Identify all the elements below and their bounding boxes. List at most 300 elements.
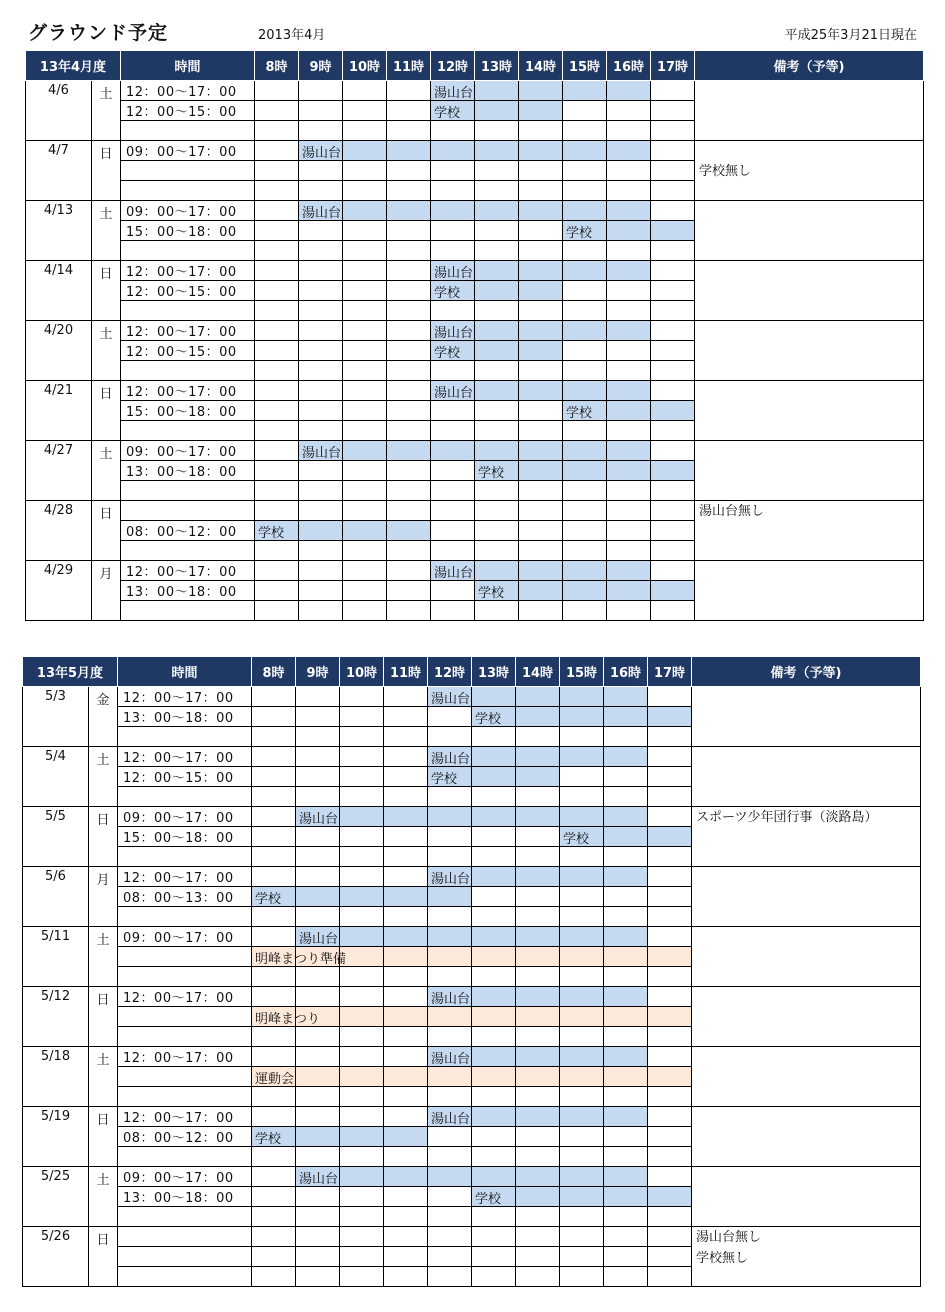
hour-slot-cell [340,867,384,887]
hour-slot-cell [516,1127,560,1147]
hour-slot-cell [519,381,563,401]
hour-slot-cell [343,141,387,161]
hour-slot-cell [299,501,343,521]
hour-header: 14時 [516,657,560,687]
time-range-cell: 09：00～17：00 [118,807,252,827]
hour-slot-cell [519,461,563,481]
hour-slot-cell [472,707,516,727]
hour-slot-cell [252,787,296,807]
hour-slot-cell [384,1047,428,1067]
remark-cell [692,807,921,867]
hour-slot-cell [651,161,695,181]
hour-slot-cell [387,581,431,601]
hour-slot-cell [472,1167,516,1187]
time-range-cell: 12：00～15：00 [121,341,255,361]
hour-slot-cell [255,381,299,401]
hour-slot-cell [255,81,299,101]
hour-slot-cell [340,1147,384,1167]
hour-slot-cell [607,221,651,241]
hour-slot-cell [560,747,604,767]
hour-slot-cell [475,541,519,561]
hour-slot-cell [519,361,563,381]
hour-slot-cell [516,1207,560,1227]
hour-slot-cell [607,141,651,161]
hour-slot-cell [604,787,648,807]
hour-slot-cell [563,121,607,141]
hour-slot-cell [560,827,604,847]
hour-slot-cell [472,1067,516,1087]
time-range-cell [118,967,252,987]
hour-slot-cell [648,1147,692,1167]
hour-slot-cell [651,241,695,261]
hour-slot-cell [255,341,299,361]
booking-label: 湯山台 [302,146,342,161]
hour-slot-cell [431,261,475,281]
hour-slot-cell [472,1047,516,1067]
hour-slot-cell [296,1187,340,1207]
hour-header: 10時 [343,51,387,81]
hour-slot-cell [607,521,651,541]
hour-slot-cell [343,261,387,281]
weekday-cell: 日 [89,987,118,1047]
hour-slot-cell [343,601,387,621]
hour-slot-cell [519,581,563,601]
hour-slot-cell [472,727,516,747]
booking-label: 学校 [566,226,593,241]
hour-slot-cell [387,281,431,301]
hour-slot-cell [431,101,475,121]
hour-slot-cell [384,887,428,907]
hour-slot-cell [651,421,695,441]
hour-slot-cell [560,727,604,747]
booking-label: 湯山台 [434,566,474,581]
hour-slot-cell [340,1067,384,1087]
remark-cell [695,261,924,321]
weekday-cell: 土 [92,81,121,141]
hour-slot-cell [563,221,607,241]
hour-slot-cell [252,727,296,747]
hour-slot-cell [299,101,343,121]
hour-slot-cell [604,1067,648,1087]
hour-slot-cell [340,1107,384,1127]
hour-slot-cell [384,867,428,887]
hour-slot-cell [560,927,604,947]
hour-slot-cell [384,1227,428,1247]
weekday-cell: 土 [89,1047,118,1107]
hour-slot-cell [648,1107,692,1127]
booking-label: 明峰まつり [255,1012,321,1027]
hour-slot-cell [607,241,651,261]
hour-slot-cell [607,501,651,521]
schedule-row [23,927,921,947]
hour-header: 8時 [255,51,299,81]
hour-slot-cell [604,707,648,727]
hour-slot-cell [560,707,604,727]
hour-slot-cell [384,1247,428,1267]
hour-slot-cell [560,767,604,787]
hour-slot-cell [299,301,343,321]
hour-slot-cell [387,301,431,321]
time-range-cell [118,787,252,807]
hour-slot-cell [252,867,296,887]
time-range-cell [121,161,255,181]
hour-slot-cell [648,707,692,727]
hour-slot-cell [431,121,475,141]
hour-slot-cell [519,501,563,521]
hour-slot-cell [384,1067,428,1087]
hour-header: 10時 [340,657,384,687]
hour-slot-cell [648,1087,692,1107]
hour-slot-cell [651,81,695,101]
hour-slot-cell [299,441,343,461]
table-header-row [26,51,924,81]
time-range-cell: 13：00～18：00 [118,1187,252,1207]
hour-slot-cell [340,1087,384,1107]
hour-slot-cell [648,767,692,787]
hour-slot-cell [516,867,560,887]
hour-slot-cell [384,827,428,847]
hour-slot-cell [252,747,296,767]
hour-slot-cell [299,161,343,181]
hour-slot-cell [516,1227,560,1247]
hour-slot-cell [651,581,695,601]
hour-slot-cell [252,1127,296,1147]
hour-slot-cell [519,181,563,201]
time-range-cell: 12：00～17：00 [118,687,252,707]
hour-slot-cell [387,101,431,121]
hour-slot-cell [428,1067,472,1087]
time-range-cell: 12：00～17：00 [121,321,255,341]
hour-slot-cell [563,561,607,581]
hour-slot-cell [475,241,519,261]
hour-slot-cell [428,707,472,727]
hour-slot-cell [428,1127,472,1147]
hour-slot-cell [472,1207,516,1227]
hour-slot-cell [255,321,299,341]
remark-text: スポーツ少年団行事（淡路島） [696,810,878,825]
time-range-cell: 09：00～17：00 [118,927,252,947]
schedule-row [23,687,921,707]
hour-slot-cell [475,201,519,221]
hour-slot-cell [519,441,563,461]
hour-header: 11時 [387,51,431,81]
hour-slot-cell [384,1107,428,1127]
hour-slot-cell [255,521,299,541]
hour-slot-cell [472,1267,516,1287]
hour-slot-cell [560,887,604,907]
schedule-row [23,747,921,767]
hour-slot-cell [252,1047,296,1067]
hour-slot-cell [431,601,475,621]
hour-slot-cell [607,361,651,381]
hour-slot-cell [431,241,475,261]
hour-slot-cell [560,1127,604,1147]
remark-text: 学校無し [699,164,752,179]
hour-slot-cell [252,967,296,987]
hour-slot-cell [255,501,299,521]
hour-slot-cell [472,1087,516,1107]
hour-slot-cell [472,867,516,887]
hour-slot-cell [340,807,384,827]
hour-slot-cell [296,787,340,807]
hour-slot-cell [604,1047,648,1067]
hour-slot-cell [296,1107,340,1127]
hour-slot-cell [604,1107,648,1127]
hour-slot-cell [651,401,695,421]
hour-slot-cell [387,441,431,461]
hour-slot-cell [648,867,692,887]
date-cell: 4/21 [26,381,92,441]
hour-slot-cell [431,161,475,181]
hour-slot-cell [296,907,340,927]
weekday-cell: 月 [89,867,118,927]
hour-slot-cell [648,1267,692,1287]
hour-slot-cell [296,967,340,987]
hour-slot-cell [560,1187,604,1207]
hour-slot-cell [428,947,472,967]
hour-slot-cell [651,101,695,121]
hour-slot-cell [607,201,651,221]
hour-slot-cell [384,1267,428,1287]
hour-slot-cell [604,827,648,847]
hour-slot-cell [299,401,343,421]
hour-header: 17時 [648,657,692,687]
hour-slot-cell [648,907,692,927]
hour-slot-cell [299,581,343,601]
hour-slot-cell [296,867,340,887]
hour-slot-cell [428,927,472,947]
hour-slot-cell [387,601,431,621]
hour-slot-cell [387,321,431,341]
hour-slot-cell [604,967,648,987]
hour-slot-cell [431,301,475,321]
date-cell: 5/12 [23,987,89,1047]
time-range-cell: 12：00～17：00 [121,261,255,281]
hour-slot-cell [648,1067,692,1087]
time-range-cell [118,1267,252,1287]
hour-slot-cell [651,461,695,481]
hour-slot-cell [384,1167,428,1187]
hour-slot-cell [340,967,384,987]
hour-slot-cell [296,1047,340,1067]
hour-slot-cell [648,727,692,747]
hour-slot-cell [340,1187,384,1207]
weekday-cell: 日 [89,1227,118,1287]
hour-slot-cell [387,501,431,521]
hour-slot-cell [387,161,431,181]
hour-slot-cell [519,321,563,341]
hour-slot-cell [607,601,651,621]
hour-slot-cell [604,1127,648,1147]
hour-slot-cell [428,767,472,787]
hour-slot-cell [648,887,692,907]
hour-slot-cell [296,747,340,767]
booking-label: 学校 [475,712,502,727]
booking-label: 明峰まつり準備 [255,952,347,967]
hour-slot-cell [560,1007,604,1027]
hour-slot-cell [296,1087,340,1107]
schedule-row [23,1107,921,1127]
hour-slot-cell [343,341,387,361]
hour-slot-cell [252,947,347,967]
hour-slot-cell [299,521,343,541]
booking-label: 湯山台 [431,872,471,887]
booking-label: 湯山台 [434,86,474,101]
hour-slot-cell [516,1107,560,1127]
hour-slot-cell [255,461,299,481]
hour-slot-cell [384,967,428,987]
hour-slot-cell [604,1207,648,1227]
hour-slot-cell [428,967,472,987]
hour-slot-cell [475,561,519,581]
page-title: グラウンド予定 [28,22,169,44]
hour-slot-cell [519,601,563,621]
hour-slot-cell [607,261,651,281]
hour-slot-cell [340,947,384,967]
booking-label: 学校 [255,892,282,907]
hour-slot-cell [255,261,299,281]
hour-slot-cell [384,1087,428,1107]
hour-slot-cell [475,441,519,461]
hour-slot-cell [475,101,519,121]
hour-header: 11時 [384,657,428,687]
time-range-cell: 09：00～17：00 [118,1167,252,1187]
hour-slot-cell [560,987,604,1007]
hour-slot-cell [252,907,296,927]
hour-slot-cell [475,281,519,301]
hour-slot-cell [431,401,475,421]
hour-slot-cell [604,887,648,907]
hour-slot-cell [472,927,516,947]
hour-slot-cell [560,1047,604,1067]
time-range-cell [118,1247,252,1267]
hour-slot-cell [607,301,651,321]
hour-slot-cell [387,541,431,561]
hour-slot-cell [604,727,648,747]
hour-slot-cell [428,1007,472,1027]
hour-slot-cell [475,461,519,481]
hour-slot-cell [252,1227,296,1247]
booking-label: 湯山台 [431,1112,471,1127]
hour-slot-cell [428,1247,472,1267]
hour-slot-cell [340,1207,384,1227]
schedule-row [23,1167,921,1187]
hour-slot-cell [431,581,475,601]
hour-slot-cell [387,141,431,161]
remarks-column-header: 備考（予等) [695,51,924,81]
hour-slot-cell [516,927,560,947]
booking-label: 湯山台 [431,752,471,767]
hour-slot-cell [604,1007,648,1027]
hour-slot-cell [563,341,607,361]
remark-cell [692,747,921,807]
hour-slot-cell [428,807,472,827]
hour-slot-cell [516,907,560,927]
fiscal-month-header: 13年4月度 [26,51,121,81]
hour-slot-cell [343,101,387,121]
hour-header: 9時 [296,657,340,687]
hour-slot-cell [340,1167,384,1187]
booking-label: 湯山台 [299,1172,339,1187]
hour-slot-cell [431,81,475,101]
hour-slot-cell [384,927,428,947]
date-cell: 4/14 [26,261,92,321]
hour-slot-cell [340,707,384,727]
schedule-row [26,261,924,281]
hour-slot-cell [651,141,695,161]
remark-cell [695,501,924,561]
time-range-cell [118,1007,252,1027]
hour-slot-cell [648,827,692,847]
hour-header: 8時 [252,657,296,687]
hour-slot-cell [340,1007,384,1027]
hour-slot-cell [428,1227,472,1247]
hour-slot-cell [343,541,387,561]
hour-slot-cell [431,321,475,341]
hour-slot-cell [431,481,475,501]
date-cell: 4/29 [26,561,92,621]
hour-slot-cell [296,887,340,907]
hour-slot-cell [343,121,387,141]
hour-slot-cell [604,1027,648,1047]
hour-slot-cell [516,1147,560,1167]
hour-slot-cell [384,1007,428,1027]
hour-slot-cell [252,1007,321,1027]
hour-slot-cell [472,827,516,847]
hour-slot-cell [651,361,695,381]
hour-slot-cell [472,987,516,1007]
hour-slot-cell [252,847,296,867]
hour-slot-cell [560,1267,604,1287]
hour-slot-cell [563,241,607,261]
time-column-header: 時間 [121,51,255,81]
hour-slot-cell [563,81,607,101]
hour-slot-cell [516,707,560,727]
hour-slot-cell [255,481,299,501]
hour-slot-cell [255,561,299,581]
hour-slot-cell [607,541,651,561]
hour-slot-cell [255,441,299,461]
hour-slot-cell [560,1227,604,1247]
hour-slot-cell [472,1127,516,1147]
hour-slot-cell [340,1127,384,1147]
hour-slot-cell [431,141,475,161]
hour-slot-cell [563,161,607,181]
hour-slot-cell [563,581,607,601]
hour-slot-cell [472,767,516,787]
time-range-cell: 12：00～17：00 [118,987,252,1007]
hour-slot-cell [384,907,428,927]
weekday-cell: 金 [89,687,118,747]
hour-slot-cell [431,381,475,401]
booking-label: 湯山台 [431,692,471,707]
booking-label: 湯山台 [431,1052,471,1067]
hour-slot-cell [560,1167,604,1187]
date-cell: 4/6 [26,81,92,141]
hour-slot-cell [343,421,387,441]
hour-slot-cell [519,81,563,101]
hour-slot-cell [604,987,648,1007]
hour-slot-cell [255,161,299,181]
time-range-cell: 12：00～17：00 [121,561,255,581]
hour-slot-cell [343,461,387,481]
hour-slot-cell [648,1047,692,1067]
hour-slot-cell [255,601,299,621]
remark-cell [695,141,924,201]
hour-header: 15時 [563,51,607,81]
hour-slot-cell [651,501,695,521]
hour-slot-cell [516,847,560,867]
